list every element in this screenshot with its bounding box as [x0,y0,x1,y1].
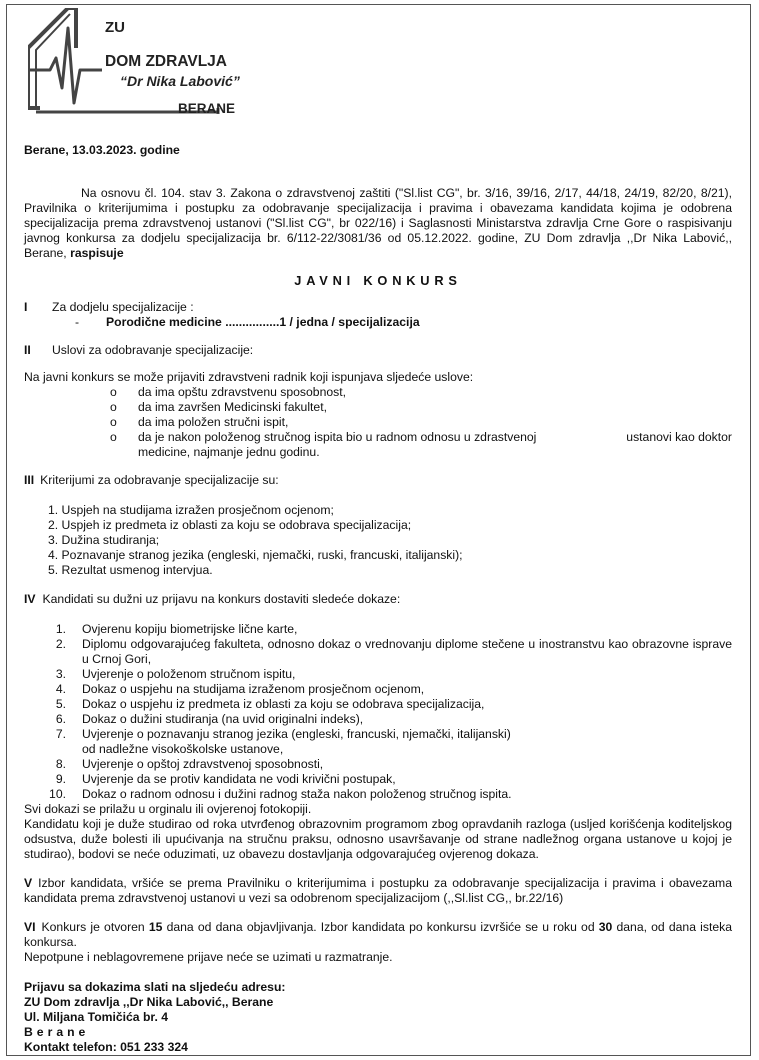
document-number: 9. [55,772,66,786]
document-number: 8. [55,757,66,771]
bullet-item [24,415,732,430]
intro-bold: raspisuje [70,246,124,260]
document-text: Dokaz o uspjehu iz predmeta iz oblasti za koju se odobrava specijalizacija, [82,697,485,711]
bullet-marker: o [110,385,117,399]
section-2-lead: Na javni konkurs se može prijaviti zdravstveni radnik koji ispunjava sljedeće uslove: [24,370,474,384]
bullet-marker: o [110,415,117,429]
documents-note-extended: Kandidatu koji je duže studirao od roka utvrđenog obrazovnim programom zbog opravdanih razloga (usljed korišćenja koditeljskog odsustva, duže bolesti ili upućivanja na stručnu praksu, odnosno usavršavanje od strane nadležnog organa ustanove u kojoj je studirao), bodovi se neće oduzimati, uz obavezu dostavljanja odgovarajućeg ovjerenog dokaza. [24,817,732,861]
document-text: Uvjerenje da se protiv kandidata ne vodi krivični postupak, [82,772,396,786]
criteria-item: 1. Uspjeh na studijama izražen prosječnom ocjenom; [48,503,334,517]
bullet-marker: o [110,430,117,444]
document-item [24,757,732,772]
address-phone: Kontakt telefon: 051 233 324 [24,1040,188,1054]
document-text: Uvjerenje o poznavanju stranog jezika (engleski, francuski, njemački, italijanski) [82,727,511,741]
logo-zu: ZU [105,19,125,36]
section-2 [24,343,732,358]
address-city: Berane [24,1025,90,1039]
bullet-item [24,400,732,415]
document-text: Dokaz o uspjehu na studijama izraženom prosječnom ocjenom, [82,682,425,696]
document-item [24,727,732,742]
document-number: 3. [55,667,66,681]
document-item [24,667,732,682]
address-institution: ZU Dom zdravlja ,,Dr Nika Labović,, Berane [24,995,274,1009]
section-6-note: Nepotpune i neblagovremene prijave neće se uzimati u razmatranje. [24,950,393,964]
document-item [24,682,732,697]
document-number: 1. [55,622,66,636]
date-line: Berane, 13.03.2023. godine [24,143,180,157]
address-block [24,980,732,1055]
document-text: Uvjerenje o položenom stručnom ispitu, [82,667,296,681]
bullet-text: da ima završen Medicinski fakultet, [138,400,327,414]
bullet-item [24,385,732,400]
document-text: od nadležne visokoškolske ustanove, [82,742,284,756]
section-6-text: dana od dana objavljivanja. Izbor kandidata po konkursu izvršiće se u roku od [162,920,599,934]
section-1-item [24,315,732,330]
section-1 [24,300,732,315]
document-number: 7. [55,727,66,741]
section-1-heading: Za dodjelu specijalizacije : [52,300,194,314]
bullet-item [24,430,732,445]
document-number: 10. [49,787,66,801]
bullet-text: da ima opštu zdravstvenu sposobnost, [138,385,346,399]
section-4 [24,592,732,607]
section-5 [24,876,732,906]
document-item [24,742,732,757]
section-6-text: Konkurs je otvoren [41,920,149,934]
criteria-list [24,503,732,578]
document-text: Dokaz o dužini studiranja (na uvid originalni indeks), [82,712,364,726]
document-item [24,697,732,712]
section-6-text: dana, od dana isteka konkursa. [24,920,732,949]
criteria-item: 5. Rezultat usmenog intervjua. [48,563,213,577]
document-item [24,622,732,637]
criteria-item: 3. Dužina studiranja; [48,533,160,547]
section-5-text: Izbor kandidata, vršiće se prema Pravilniku o kriterijumima i postupku za odobravanje specijalizacija i pravima i obavezama kandidata prema zdravstvenoj ustanovi u vezi sa odobrenom specijalizacijom (,,Sl.list CG,, br.22/16) [24,876,732,905]
section-5-number: V [24,876,33,890]
selection-days: 30 [598,920,613,934]
logo-doctor: “Dr Nika Labović” [120,73,240,89]
intro-text: Na osnovu čl. 104. stav 3. Zakona o zdravstvenoj zaštiti ("Sl.list CG", br. 3/16, 39/16, 2/17, 44/18, 24/19, 82/20, 8/21), Pravilnika o kriterijumima i postupku za odobravanje specijalizacija i pravima i obavezama kandidata kojima je odobrena specijalizacija prema zdravstvenoj ustanovi ("Sl.list CG", br 022/16) i Saglasnosti Ministarstva zdravlja Crne Gore o raspisivanju javnog konkursa za dodjelu specijalizacija br. 6/112-22/3081/36 od 05.12.2022. godine, ZU Dom zdravlja ,,Dr Nika Labović,, Berane, [24,186,732,260]
section-3-heading: Kriterijumi za odobravanje specijalizacije su: [40,473,279,487]
document-number: 4. [55,682,66,696]
specialization-item: Porodične medicine ................1 / jedna / specijalizacija [106,315,420,329]
intro-paragraph [24,186,732,261]
section-2-number: II [24,343,31,357]
logo-city: BERANE [178,101,236,116]
section-6 [24,920,732,950]
logo-name: DOM ZDRAVLJA [105,53,227,70]
document-title: JAVNI KONKURS [294,273,462,288]
section-3 [24,473,732,488]
document-text: Uvjerenje o opštoj zdravstvenoj sposobnosti, [82,757,324,771]
section-2-heading: Uslovi za odobravanje specijalizacije: [52,343,254,357]
section-3-number: III [24,473,35,487]
document-number: 2. [55,637,66,651]
bullet-continuation [24,445,732,460]
section-1-number: I [24,300,28,314]
document-item [24,637,732,667]
document-number [24,742,82,757]
section-6-number: VI [24,920,36,934]
criteria-item: 4. Poznavanje stranog jezika (engleski, njemački, ruski, francuski, italijanski); [48,548,463,562]
document-item [24,772,732,787]
address-heading: Prijavu sa dokazima slati na sljedeću adresu: [24,980,286,994]
logo [28,8,240,116]
document-number: 6. [55,712,66,726]
dash-marker: - [75,315,80,329]
open-days: 15 [148,920,163,934]
bullet-marker: o [110,400,117,414]
bullet-text: da je nakon položenog stručnog ispita bio u radnom odnosu u zdrastvenoj [138,430,537,444]
document-number: 5. [55,697,66,711]
bullet-text: medicine, najmanje jednu godinu. [138,445,320,459]
document-text: Ovjerenu kopiju biometrijske lične karte, [82,622,298,636]
criteria-item: 2. Uspjeh iz predmeta iz oblasti za koju se odobrava specijalizacija; [48,518,412,532]
documents-list [24,622,732,802]
document-body [24,143,732,1055]
document-text: Diplomu odgovarajućeg fakulteta, odnosno dokaz o vrednovanju diplome stečene u inostranstvu kao obrazovne isprave u Crnoj Gori, [82,637,732,666]
section-4-number: IV [24,592,36,606]
address-street: Ul. Miljana Tomičića br. 4 [24,1010,169,1024]
documents-note: Svi dokazi se prilažu u orginalu ili ovjerenoj fotokopiji. [24,802,312,816]
bullet-text-right: ustanovi kao doktor [626,430,732,444]
section-4-heading: Kandidati su dužni uz prijavu na konkurs dostaviti sledeće dokaze: [42,592,401,606]
document-item [24,787,732,802]
document-item [24,712,732,727]
bullet-text: da ima položen stručni ispit, [138,415,289,429]
document-text: Dokaz o radnom odnosu i dužini radnog staža nakon položenog stručnog ispita. [82,787,512,801]
